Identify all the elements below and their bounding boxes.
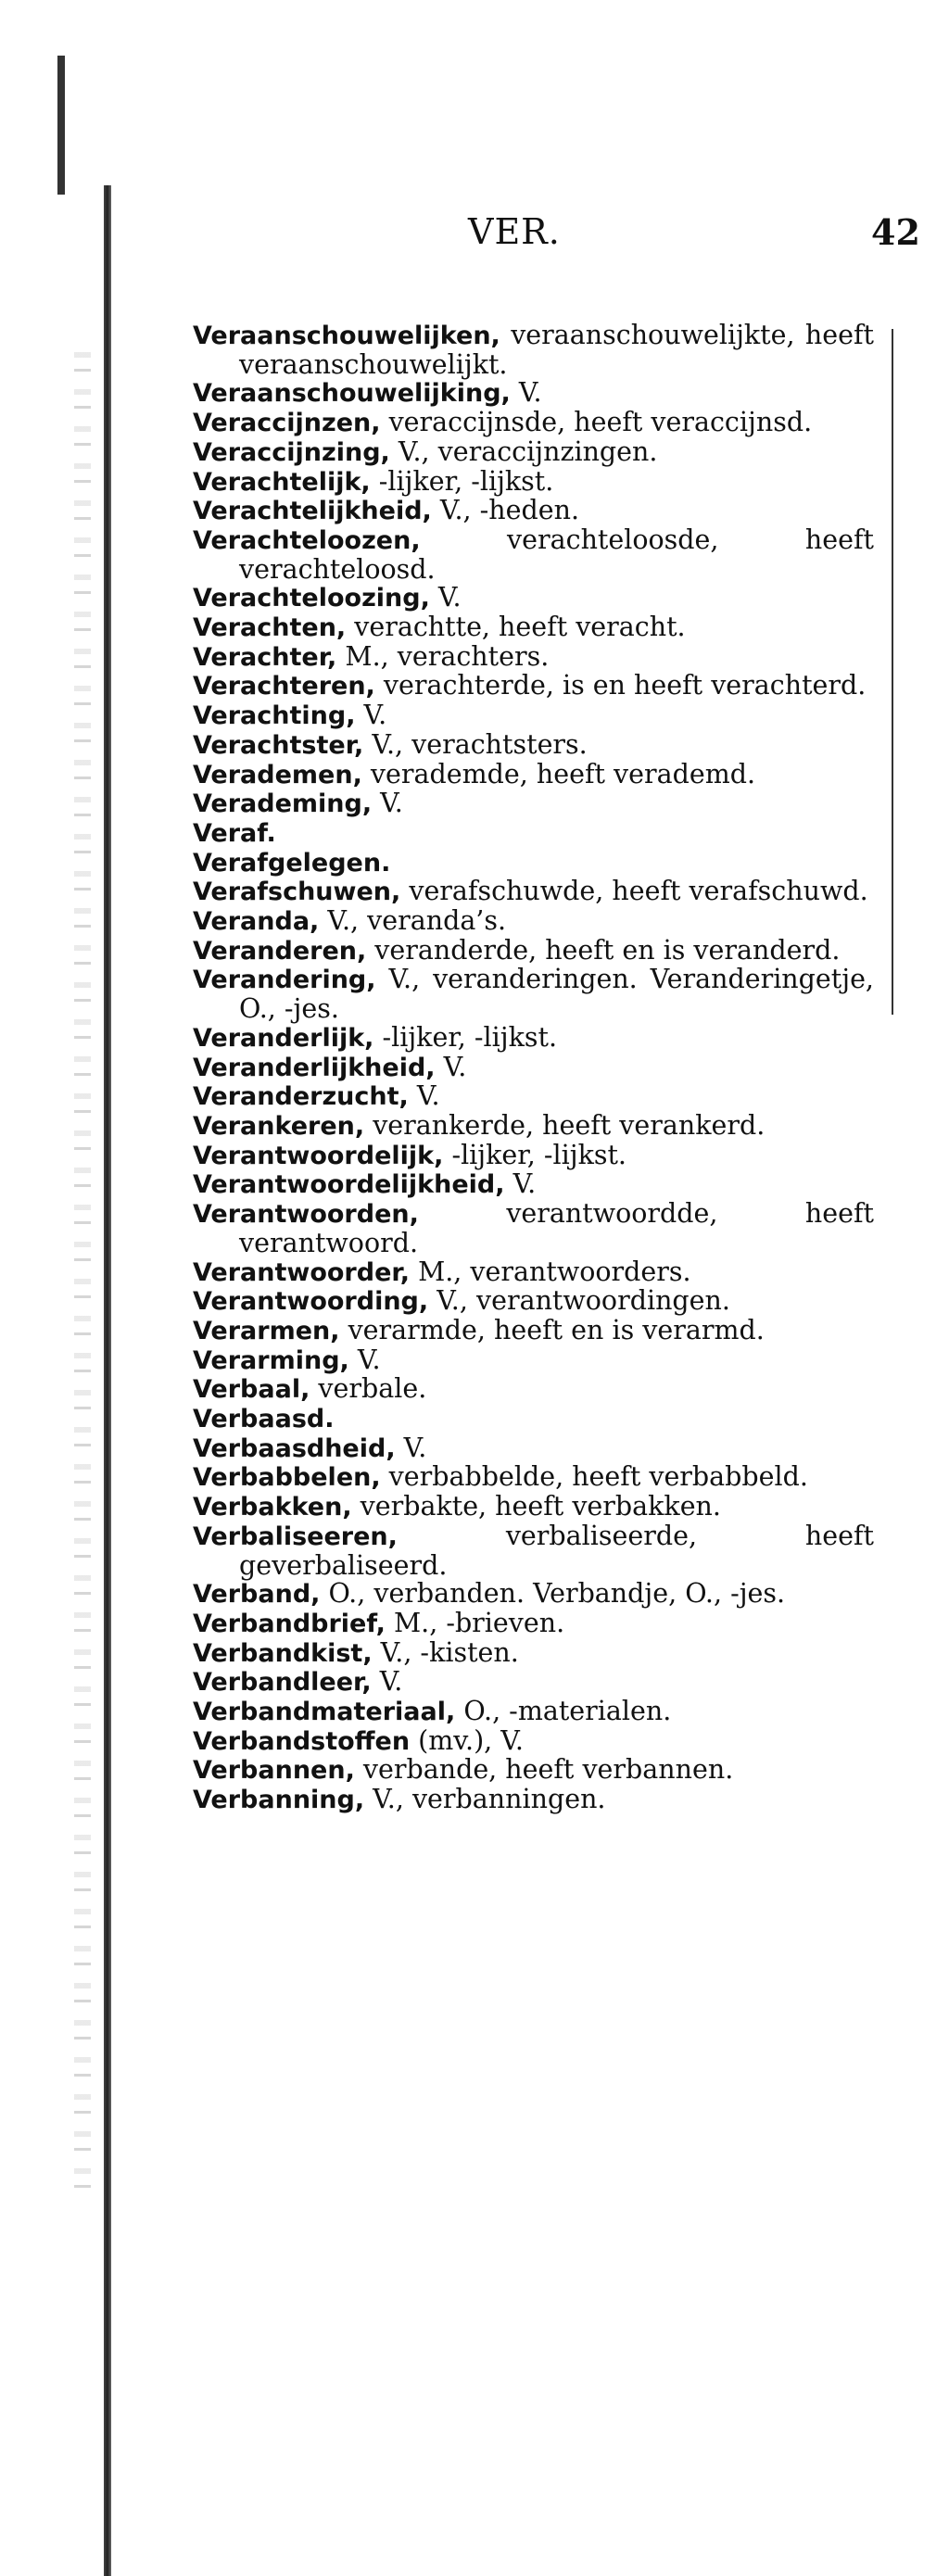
- entry-headword: Verantwoorden,: [193, 1200, 419, 1230]
- dictionary-entry: [193, 613, 874, 643]
- dictionary-entry: [193, 1405, 874, 1434]
- entry-definition: V., -heden.: [439, 495, 580, 526]
- entry-definition: verbale.: [318, 1373, 427, 1405]
- running-head: VER.: [468, 211, 561, 252]
- entry-headword: Veranderlijkheid,: [193, 1053, 436, 1082]
- binding-edge-top: [57, 56, 65, 195]
- dictionary-entry: [193, 966, 874, 1023]
- entry-headword: Verbandmateriaal,: [193, 1698, 456, 1727]
- entry-definition: V.: [379, 1666, 403, 1698]
- entry-headword: Verachteloozing,: [193, 584, 430, 613]
- entry-headword: Verademing,: [193, 789, 373, 819]
- dictionary-entry: [193, 497, 874, 526]
- entry-headword: Verantwoording,: [193, 1287, 429, 1317]
- entry-headword: Verbandstoffen: [193, 1726, 411, 1756]
- entry-definition: verachterde, is en heeft verachterd.: [383, 670, 867, 701]
- entry-definition: M., verantwoorders.: [418, 1256, 691, 1287]
- entry-definition: V.: [518, 377, 542, 409]
- entry-headword: Veranda,: [193, 907, 320, 937]
- binding-shadow: [74, 352, 91, 2205]
- dictionary-entry: [193, 1170, 874, 1200]
- entry-definition: V., veraccijnzingen.: [398, 436, 658, 467]
- entry-definition: verbande, heeft verbannen.: [362, 1754, 734, 1786]
- dictionary-entry: [193, 1082, 874, 1112]
- dictionary-entry: [193, 728, 874, 761]
- dictionary-entry: [193, 1607, 874, 1639]
- entry-headword: Verademen,: [193, 760, 362, 789]
- entry-definition: veraccijnsde, heeft veraccijnsd.: [388, 407, 813, 438]
- dictionary-entry: [193, 1258, 874, 1288]
- entry-headword: Verbandkist,: [193, 1638, 373, 1668]
- entry-headword: Verantwoordelijk,: [193, 1141, 444, 1170]
- dictionary-entry: [193, 907, 874, 937]
- entry-headword: Verbanning,: [193, 1786, 365, 1815]
- column-rule: [892, 329, 893, 1015]
- entry-headword: Verband,: [193, 1580, 321, 1610]
- entry-headword: Veranderlijk,: [193, 1023, 374, 1053]
- dictionary-entry: [193, 1580, 874, 1610]
- entry-definition: V.: [357, 1344, 381, 1375]
- dictionary-entry: [193, 379, 874, 409]
- entry-headword: Verbandleer,: [193, 1668, 372, 1698]
- entry-headword: Veranderen,: [193, 936, 367, 966]
- entry-definition: verarmde, heeft en is verarmd.: [348, 1314, 765, 1345]
- entry-definition: V.: [403, 1432, 427, 1463]
- entry-definition: (mv.), V.: [418, 1724, 524, 1756]
- entry-definition: V., -kisten.: [380, 1636, 519, 1668]
- entry-headword: Veranderzucht,: [193, 1082, 409, 1112]
- entry-headword: Verantwoorder,: [193, 1257, 410, 1287]
- entry-definition: veranderde, heeft en is veranderd.: [374, 934, 841, 966]
- entry-headword: Verantwoordelijkheid,: [193, 1170, 505, 1200]
- entry-definition: -lijker, -lijkst.: [382, 1021, 558, 1053]
- entry-definition: O., -materialen.: [463, 1696, 672, 1727]
- entry-headword: Verbandbrief,: [193, 1609, 386, 1638]
- entry-definition: V.: [443, 1051, 467, 1082]
- dictionary-entry: [193, 758, 874, 790]
- entry-headword: Verachtster,: [193, 730, 364, 760]
- entry-headword: Verachteren,: [193, 672, 375, 701]
- dictionary-entry: [193, 672, 874, 701]
- entry-definition: verademde, heeft verademd.: [370, 758, 756, 789]
- dictionary-entry: [193, 640, 874, 673]
- entry-definition: V., veranderingen. Veranderingetje, O., -jes.: [239, 964, 874, 1025]
- dictionary-entry: [193, 1051, 874, 1083]
- entry-definition: V., verbanningen.: [373, 1784, 606, 1815]
- entry-definition: -lijker, -lijkst.: [378, 465, 554, 497]
- dictionary-entry: [193, 1021, 874, 1054]
- dictionary-entry: [193, 1756, 874, 1786]
- dictionary-entry: [193, 526, 874, 584]
- binding-edge: [104, 185, 111, 2576]
- dictionary-entry: [193, 322, 874, 379]
- dictionary-entry: [193, 1522, 874, 1580]
- entry-headword: Veraccijnzing,: [193, 437, 390, 467]
- entry-headword: Verachteloozen,: [193, 525, 421, 555]
- dictionary-entry: [193, 1139, 874, 1171]
- dictionary-entry: [193, 1109, 874, 1142]
- entry-headword: Verbaasdheid,: [193, 1433, 396, 1463]
- entry-definition: O., verbanden. Verbandje, O., -jes.: [328, 1578, 786, 1610]
- dictionary-entry: [193, 819, 874, 849]
- entry-definition: verbaliseerde, heeft geverbaliseerd.: [239, 1520, 875, 1581]
- dictionary-entry: [193, 1463, 874, 1493]
- page-number: 42: [871, 211, 920, 253]
- dictionary-entries: [193, 322, 874, 1815]
- dictionary-entry: [193, 438, 874, 468]
- entry-headword: Verbabbelen,: [193, 1463, 381, 1493]
- dictionary-entry: [193, 584, 874, 613]
- entry-definition: V., verantwoordingen.: [437, 1285, 730, 1317]
- entry-headword: Verachtelijk,: [193, 467, 371, 497]
- entry-definition: verankerde, heeft verankerd.: [373, 1109, 766, 1141]
- entry-definition: M., -brieven.: [393, 1607, 565, 1638]
- dictionary-entry: [193, 789, 874, 819]
- dictionary-entry: [193, 701, 874, 731]
- entry-headword: Verbaal,: [193, 1375, 310, 1405]
- entry-definition: V.: [416, 1080, 440, 1112]
- entry-headword: Verandering,: [193, 966, 376, 995]
- dictionary-entry: [193, 1375, 874, 1405]
- entry-headword: Veraccijnzen,: [193, 409, 381, 438]
- dictionary-entry: [193, 409, 874, 438]
- entry-definition: V.: [512, 1168, 537, 1200]
- dictionary-entry: [193, 1434, 874, 1464]
- entry-headword: Verbakken,: [193, 1493, 352, 1522]
- entry-definition: -lijker, -lijkst.: [451, 1139, 626, 1170]
- entry-definition: M., verachters.: [345, 640, 550, 672]
- dictionary-entry: [193, 849, 874, 878]
- entry-definition: verbakte, heeft verbakken.: [360, 1491, 721, 1522]
- entry-definition: verafschuwde, heeft verafschuwd.: [409, 876, 868, 907]
- dictionary-entry: [193, 1493, 874, 1522]
- entry-definition: verantwoordde, heeft verantwoord.: [239, 1198, 874, 1258]
- entry-headword: Veraanschouwelijken,: [193, 322, 500, 350]
- dictionary-entry: [193, 878, 874, 907]
- dictionary-entry: [193, 1287, 874, 1317]
- entry-definition: V.: [437, 582, 462, 613]
- dictionary-entry: [193, 1346, 874, 1376]
- dictionary-entry: [193, 1786, 874, 1815]
- entry-definition: veraanschouwelijkte, heeft veraanschouwelijkt.: [239, 320, 874, 380]
- dictionary-entry: [193, 465, 874, 498]
- dictionary-entry: [193, 1724, 874, 1757]
- entry-definition: V.: [363, 700, 387, 731]
- page-header: [0, 211, 949, 267]
- entry-headword: Verafgelegen.: [193, 848, 391, 878]
- entry-headword: Verarmen,: [193, 1316, 340, 1345]
- entry-headword: Verachtelijkheid,: [193, 497, 432, 526]
- dictionary-entry: [193, 1200, 874, 1257]
- entry-definition: verachtte, heeft veracht.: [354, 612, 686, 643]
- entry-definition: verbabbelde, heeft verbabbeld.: [388, 1461, 808, 1493]
- entry-headword: Verbannen,: [193, 1756, 355, 1786]
- dictionary-entry: [193, 1668, 874, 1698]
- entry-headword: Verachting,: [193, 701, 356, 731]
- entry-headword: Verbaasd.: [193, 1405, 335, 1434]
- entry-definition: V., verachtsters.: [372, 728, 588, 760]
- entry-headword: Verankeren,: [193, 1111, 365, 1141]
- entry-definition: V.: [380, 788, 403, 819]
- dictionary-entry: [193, 1314, 874, 1346]
- entry-definition: V., veranda’s.: [327, 905, 507, 937]
- entry-headword: Veraanschouwelijking,: [193, 379, 511, 409]
- dictionary-entry: [193, 1698, 874, 1727]
- dictionary-entry: [193, 1636, 874, 1669]
- entry-definition: verachteloosde, heeft verachteloosd.: [239, 524, 875, 585]
- entry-headword: Verachter,: [193, 642, 337, 672]
- entry-headword: Verarming,: [193, 1345, 349, 1375]
- entry-headword: Verachten,: [193, 613, 347, 643]
- entry-headword: Verbaliseeren,: [193, 1522, 398, 1551]
- entry-headword: Verafschuwen,: [193, 878, 401, 907]
- entry-headword: Veraf.: [193, 818, 276, 848]
- dictionary-entry: [193, 934, 874, 966]
